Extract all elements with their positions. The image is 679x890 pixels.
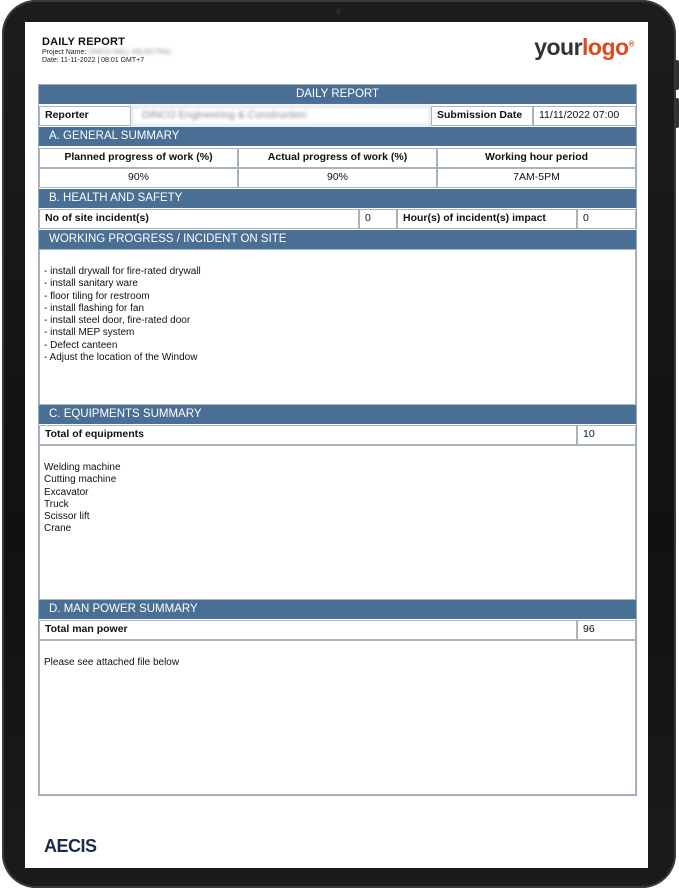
total-equipment-label: Total of equipments bbox=[39, 425, 577, 445]
manpower-note: Please see attached file below bbox=[44, 657, 180, 668]
logo-text-logo: logo bbox=[582, 34, 629, 60]
total-equipment-value: 10 bbox=[577, 425, 636, 445]
working-progress-list bbox=[44, 266, 201, 364]
equipment-item: Excavator bbox=[44, 486, 89, 498]
working-progress-heading: WORKING PROGRESS / INCIDENT ON SITE bbox=[49, 233, 287, 245]
progress-item: - install steel door, fire-rated door bbox=[44, 315, 191, 327]
progress-item: - Defect canteen bbox=[44, 339, 118, 351]
planned-progress-value: 90% bbox=[39, 168, 238, 188]
planned-progress-header: Planned progress of work (%) bbox=[39, 148, 238, 168]
progress-item: - install flashing for fan bbox=[44, 302, 145, 314]
incident-hours-value: 0 bbox=[577, 209, 636, 229]
site-incidents-value: 0 bbox=[359, 209, 397, 229]
equipment-summary-bar bbox=[39, 405, 636, 424]
progress-item: - install drywall for fire-rated drywall bbox=[44, 266, 201, 277]
equipment-item: Welding machine bbox=[44, 462, 121, 473]
report-title-bar bbox=[39, 85, 636, 104]
progress-item: - install MEP system bbox=[44, 327, 135, 339]
logo-registered-mark: ® bbox=[628, 39, 634, 49]
general-summary-heading: A. GENERAL SUMMARY bbox=[49, 130, 180, 142]
working-hours-header: Working hour period bbox=[437, 148, 636, 168]
side-button bbox=[675, 60, 679, 90]
document-title: DAILY REPORT bbox=[42, 36, 126, 48]
total-manpower-label: Total man power bbox=[39, 620, 577, 640]
camera-dot bbox=[336, 9, 341, 14]
equipment-item: Cutting machine bbox=[44, 474, 117, 486]
submission-date-label: Submission Date bbox=[431, 106, 533, 126]
equipment-item: Scissor lift bbox=[44, 511, 90, 523]
reporter-value: DINCO Engineering & Construction bbox=[131, 106, 431, 126]
equipment-summary-heading: C. EQUIPMENTS SUMMARY bbox=[49, 408, 202, 420]
logo-text-your: your bbox=[534, 34, 583, 60]
manpower-notes-box bbox=[39, 640, 636, 795]
project-name-label: Project Name: bbox=[42, 49, 87, 56]
incident-hours-label: Hour(s) of incident(s) impact bbox=[397, 209, 577, 229]
actual-progress-value: 90% bbox=[238, 168, 437, 188]
equipment-item: Crane bbox=[44, 523, 72, 535]
project-name-value: DINCO HALL KELECTRIC bbox=[88, 49, 172, 56]
progress-item: - floor tiling for restroom bbox=[44, 290, 150, 302]
equipment-item: Truck bbox=[44, 498, 69, 510]
date-line: Date: 11-11-2022 | 08:01 GMT+7 bbox=[42, 57, 145, 64]
working-progress-box bbox=[39, 249, 636, 405]
company-logo bbox=[534, 34, 634, 61]
project-name-line bbox=[42, 49, 171, 56]
working-progress-bar bbox=[39, 230, 636, 249]
manpower-summary-bar bbox=[39, 600, 636, 619]
tablet-screen bbox=[25, 22, 648, 868]
health-safety-bar bbox=[39, 189, 636, 208]
health-safety-heading: B. HEALTH AND SAFETY bbox=[49, 192, 183, 204]
working-hours-value: 7AM-5PM bbox=[437, 168, 636, 188]
side-button bbox=[675, 98, 679, 128]
equipment-list-box bbox=[39, 445, 636, 600]
site-incidents-label: No of site incident(s) bbox=[39, 209, 359, 229]
general-summary-bar bbox=[39, 127, 636, 146]
manpower-summary-heading: D. MAN POWER SUMMARY bbox=[49, 603, 198, 615]
progress-item: - install sanitary ware bbox=[44, 278, 138, 290]
report-title: DAILY REPORT bbox=[295, 88, 380, 100]
equipment-list bbox=[44, 462, 121, 536]
daily-report-form bbox=[38, 84, 637, 796]
submission-date-value: 11/11/2022 07:00 bbox=[533, 106, 636, 126]
reporter-label: Reporter bbox=[39, 106, 131, 126]
total-manpower-value: 96 bbox=[577, 620, 636, 640]
aecis-brand-logo: AECIS bbox=[44, 836, 97, 856]
progress-item: - Adjust the location of the Window bbox=[44, 352, 198, 364]
actual-progress-header: Actual progress of work (%) bbox=[238, 148, 437, 168]
